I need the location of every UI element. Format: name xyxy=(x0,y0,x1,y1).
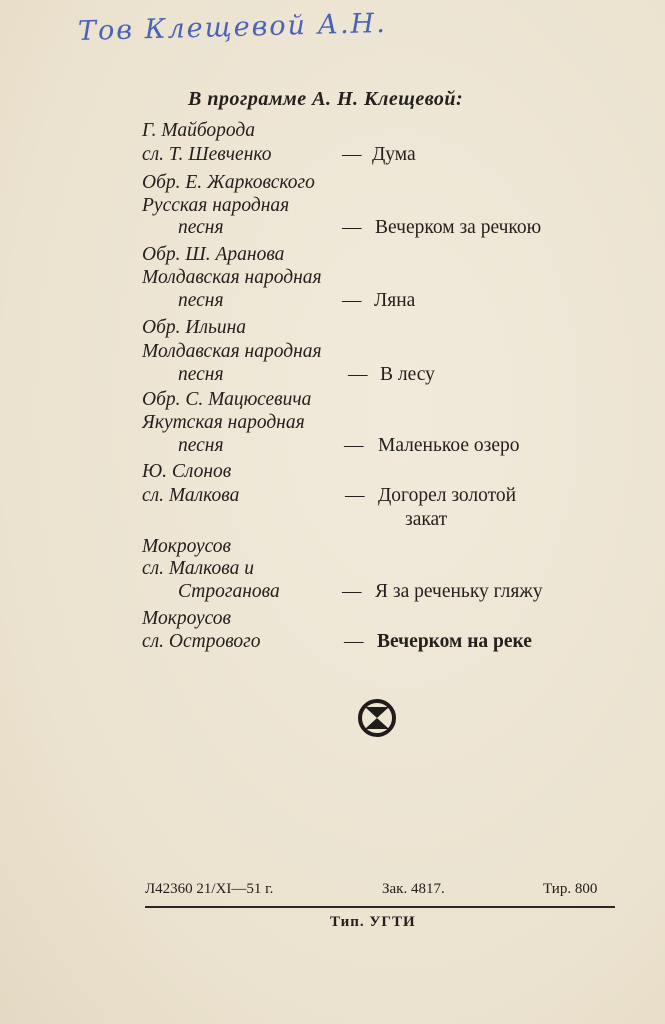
entry-8-title: Вечерком на реке xyxy=(377,631,532,652)
entry-5-line-1: Обр. С. Мацюсевича xyxy=(142,389,312,410)
entry-3-line-2: Молдавская народная xyxy=(142,267,322,288)
entry-4-line-1: Обр. Ильина xyxy=(142,317,247,338)
entry-6-title-line-2: закат xyxy=(405,509,448,530)
entry-1-line-2: сл. Т. Шевченко xyxy=(142,144,272,165)
handwritten-dedication: Тов Клещевой А.Н. xyxy=(77,7,388,48)
entry-7-line-2: сл. Малкова и xyxy=(142,558,254,579)
entry-4-dash: — xyxy=(348,364,368,385)
entry-2-title: Вечерком за речкою xyxy=(375,217,542,238)
entry-7-title: Я за реченьку гляжу xyxy=(375,581,543,602)
entry-6-line-1: Ю. Слонов xyxy=(142,461,232,482)
entry-7-line-3: Строганова xyxy=(178,581,280,602)
entry-8-dash: — xyxy=(344,631,364,652)
entry-8-line-2: сл. Острового xyxy=(142,631,261,652)
entry-1-title: Дума xyxy=(372,144,416,165)
program-heading: В программе А. Н. Клещевой: xyxy=(188,88,464,110)
entry-6-title-line-1: Догорел золотой xyxy=(378,485,517,506)
entry-3-line-1: Обр. Ш. Аранова xyxy=(142,244,285,265)
entry-1-dash: — xyxy=(342,144,362,165)
entry-3-line-3: песня xyxy=(178,290,224,311)
entry-4-line-2: Молдавская народная xyxy=(142,341,322,362)
entry-5-line-2: Якутская народная xyxy=(142,412,305,433)
entry-3-dash: — xyxy=(342,290,362,311)
entry-7-line-1: Мокроусов xyxy=(142,536,231,557)
entry-4-line-3: песня xyxy=(178,364,224,385)
circle-cross-emblem-icon xyxy=(357,698,397,738)
entry-6-line-2: сл. Малкова xyxy=(142,485,240,506)
entry-2-line-3: песня xyxy=(178,217,224,238)
imprint-run: Тир. 800 xyxy=(543,881,598,897)
printer-name: Тип. УГТИ xyxy=(330,914,416,930)
entry-7-dash: — xyxy=(342,581,362,602)
entry-6-dash: — xyxy=(345,485,365,506)
imprint-divider xyxy=(145,906,615,908)
entry-4-title: В лесу xyxy=(380,364,435,385)
entry-8-line-1: Мокроусов xyxy=(142,608,231,629)
entry-5-line-3: песня xyxy=(178,435,224,456)
imprint-order: Зак. 4817. xyxy=(382,881,445,897)
entry-2-dash: — xyxy=(342,217,362,238)
entry-2-line-1: Обр. Е. Жарковского xyxy=(142,172,315,193)
entry-5-title: Маленькое озеро xyxy=(378,435,520,456)
imprint-code: Л42360 21/XI—51 г. xyxy=(145,881,274,897)
entry-5-dash: — xyxy=(344,435,364,456)
entry-1-line-1: Г. Майборода xyxy=(142,120,256,141)
entry-3-title: Ляна xyxy=(374,290,416,311)
entry-2-line-2: Русская народная xyxy=(142,195,290,216)
